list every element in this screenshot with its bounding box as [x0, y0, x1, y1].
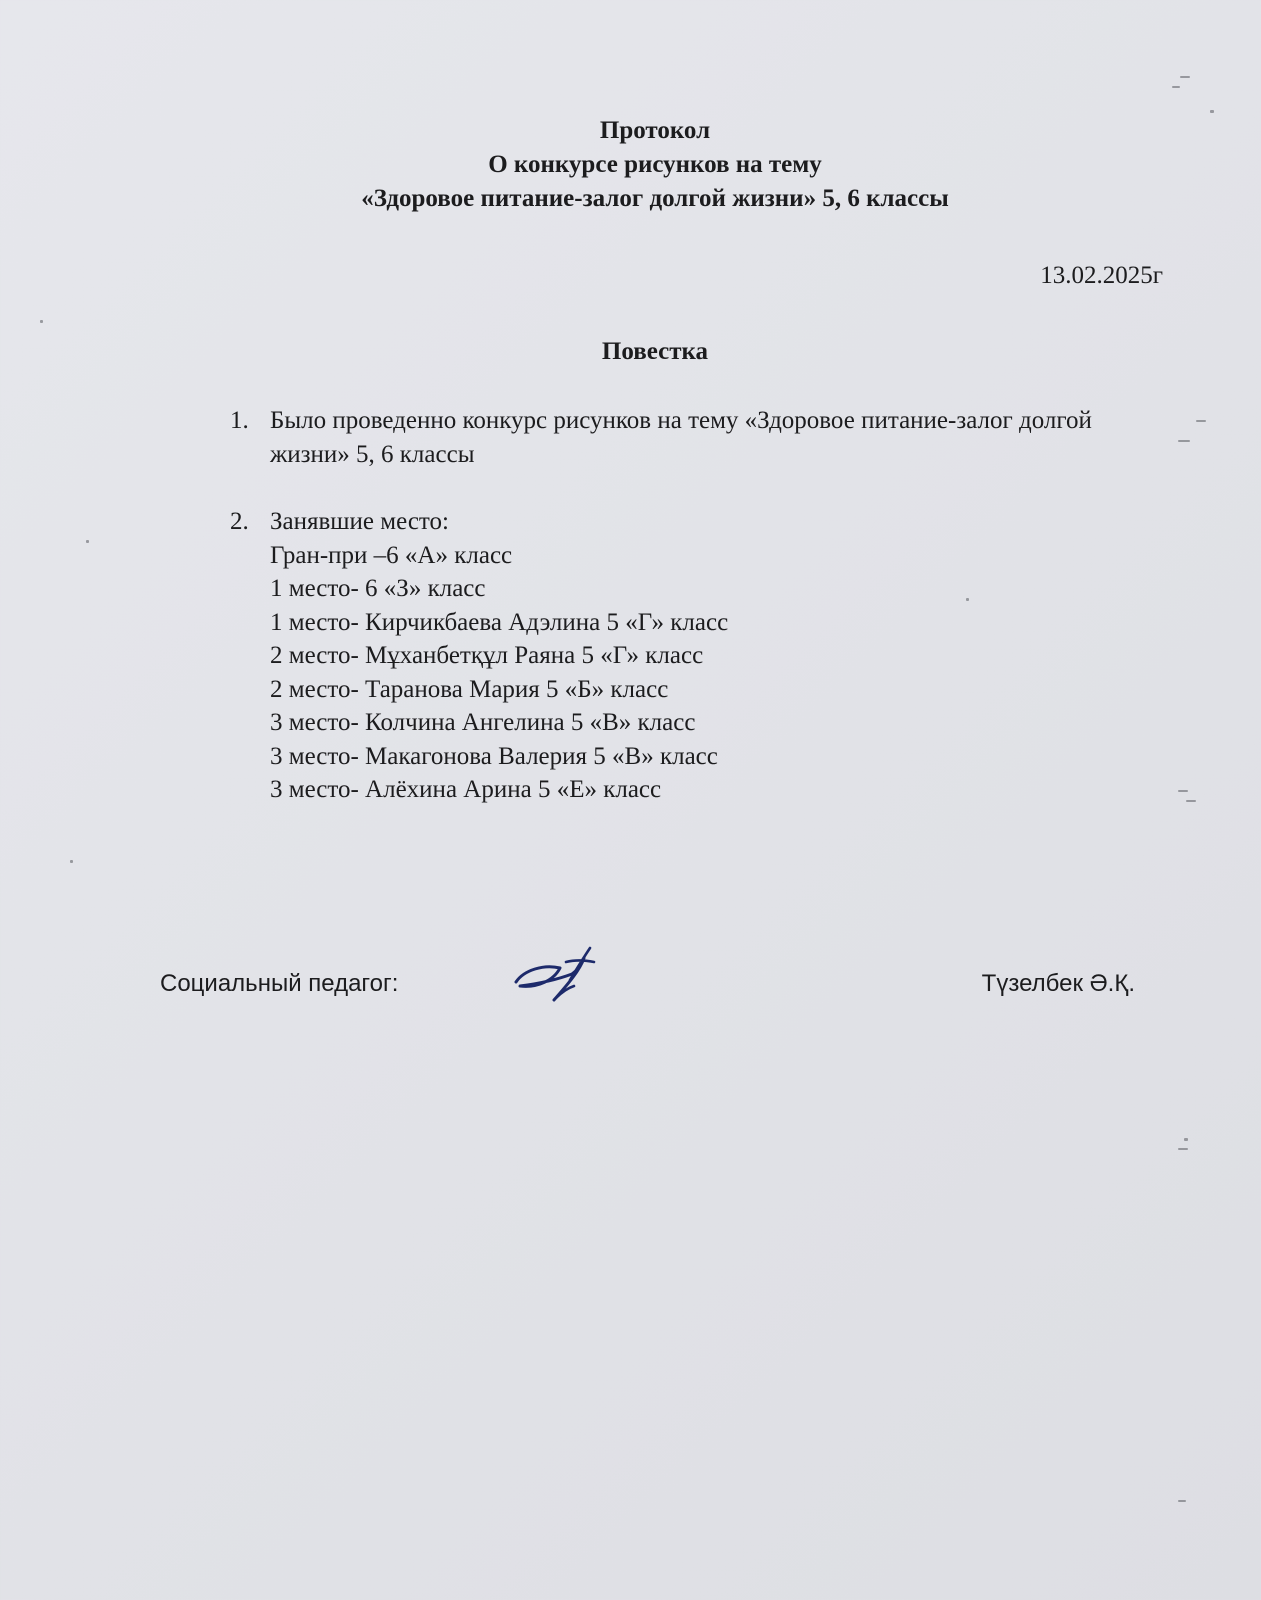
place-entry: 3 место- Алёхина Арина 5 «Е» класс [270, 776, 662, 803]
scan-speck [1180, 76, 1190, 78]
agenda-list [230, 404, 1170, 807]
place-entry: 3 место- Колчина Ангелина 5 «В» класс [270, 709, 696, 736]
title-line-subject: О конкурсе рисунков на тему [488, 151, 822, 178]
place-entry: 3 место- Макагонова Валерия 5 «В» класс [270, 742, 718, 770]
scan-speck [966, 598, 969, 601]
agenda-item-1 [230, 404, 1170, 471]
scan-speck [1178, 1148, 1188, 1150]
place-entry: Гран-при –6 «А» класс [270, 541, 513, 569]
scan-speck [70, 860, 73, 863]
signature-row [160, 970, 1135, 1010]
scan-speck [1210, 110, 1214, 113]
scan-speck [1186, 800, 1196, 802]
scan-speck [1184, 1138, 1188, 1141]
document-title [0, 114, 1261, 216]
title-line-protocol: Протокол [599, 117, 711, 144]
scan-speck [1178, 440, 1190, 442]
agenda-item-number: 2. [230, 508, 249, 535]
signatory-name: Түзелбек Ә.Қ. [981, 970, 1135, 997]
agenda-item-text: Занявшие место: [270, 508, 449, 535]
scan-speck [1178, 1500, 1186, 1502]
agenda-heading: Повестка [601, 338, 709, 365]
handwritten-signature [510, 940, 600, 1010]
place-entry: 2 место- Мұханбетқұл Раяна 5 «Г» класс [270, 642, 704, 669]
place-entry: 1 место- 6 «З» класс [270, 575, 486, 602]
agenda-item-number: 1. [230, 407, 249, 434]
scan-speck [1196, 420, 1206, 422]
document-date: 13.02.2025г [1040, 262, 1163, 289]
scan-speck [1178, 790, 1188, 792]
place-entry: 2 место- Таранова Мария 5 «Б» класс [270, 675, 669, 703]
scan-speck [86, 540, 89, 543]
agenda-item-2 [230, 505, 1170, 807]
agenda-item-text: Было проведенно конкурс рисунков на тему «Здоровое питание-залог долгой жизни» 5, 6 классы [270, 407, 1092, 468]
title-line-theme: «Здоровое питание-залог долгой жизни» 5, 6 классы [361, 185, 949, 212]
place-entry: 1 место- Кирчикбаева Адэлина 5 «Г» класс [270, 608, 729, 636]
scan-speck [40, 320, 43, 323]
signatory-role: Социальный педагог: [160, 970, 399, 997]
scan-speck [1172, 86, 1180, 88]
